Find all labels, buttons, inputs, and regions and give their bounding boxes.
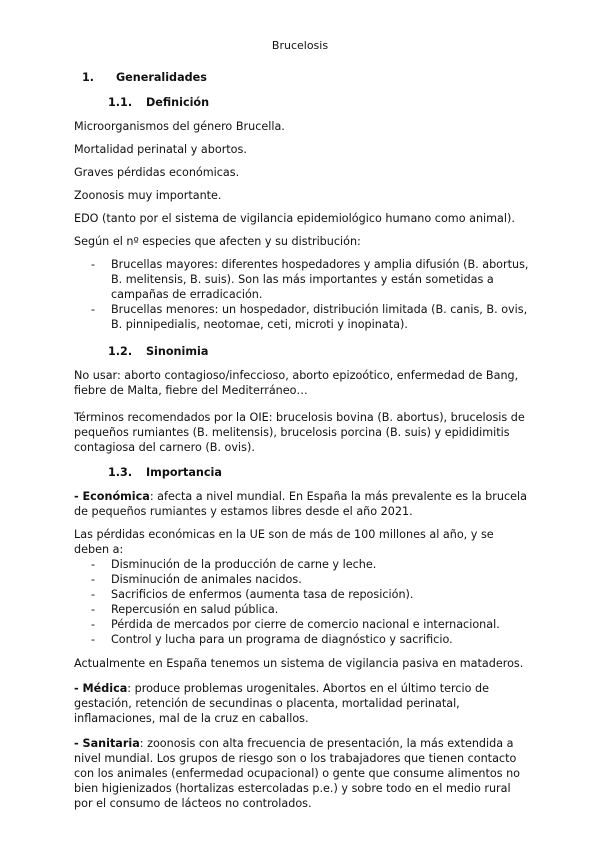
paragraph: Microorganismos del género Brucella. xyxy=(74,120,285,133)
paragraph-medica: - Médica: produce problemas urogenitales. Abortos en el último tercio de gestación, retención de secundinas o placenta, mortalidad perinatal, inflamaciones, mal de la cruz en caballos. xyxy=(74,682,490,725)
bold-label: - Económica xyxy=(74,490,150,503)
list-item: - Control y lucha para un programa de diagnóstico y sacrificio. xyxy=(91,633,453,646)
paragraph-sanitaria: - Sanitaria: zoonosis con alta frecuencia de presentación, la más extendida a nivel mundial. Los grupos de riesgo son o los trabajadores que tienen contacto con los animales (enfermedad ocupacional) o gente que consume alimentos no bien higienizados (hortalizas estercoladas p.e.) y sobre todo en el medio rural por el consumo de lácteos no controlados. xyxy=(74,737,521,810)
paragraph: No usar: aborto contagioso/infeccioso, aborto epizoótico, enfermedad de Bang, fiebre de Malta, fiebre del Mediterráneo… xyxy=(74,369,519,397)
subsection-heading-definicion xyxy=(74,95,529,110)
document-body xyxy=(74,70,529,819)
paragraph: Términos recomendados por la OIE: brucelosis bovina (B. abortus), brucelosis de pequeños rumiantes (B. melitensis), brucelosis porcina (B. suis) y epididimitis contagiosa del carnero (B. ovis). xyxy=(74,411,525,454)
subsection-heading-sinonimia xyxy=(74,344,529,359)
list-item: - Disminución de animales nacidos. xyxy=(91,573,302,586)
subsection-heading-importancia xyxy=(74,465,529,480)
paragraph: Según el nº especies que afecten y su distribución: xyxy=(74,235,361,248)
paragraph: Actualmente en España tenemos un sistema de vigilancia pasiva en mataderos. xyxy=(74,657,524,670)
bullet-list xyxy=(74,257,529,332)
subsection-number: 1.2. xyxy=(108,345,133,358)
subsection-title: Definición xyxy=(146,96,210,109)
bullet-list xyxy=(74,557,529,647)
subsection-number: 1.3. xyxy=(108,466,133,479)
subsection-title: Importancia xyxy=(146,466,222,479)
section-heading-1 xyxy=(74,70,529,85)
section-number: 1. xyxy=(82,71,95,84)
subsection-number: 1.1. xyxy=(108,96,133,109)
paragraph: EDO (tanto por el sistema de vigilancia epidemiológico humano como animal). xyxy=(74,212,515,225)
paragraph: Mortalidad perinatal y abortos. xyxy=(74,143,247,156)
page-header: Brucelosis xyxy=(271,39,329,52)
paragraph: Graves pérdidas económicas. xyxy=(74,166,240,179)
list-item: - Brucellas mayores: diferentes hospedadores y amplia difusión (B. abortus, B. melitensis, B. suis). Son las más importantes y están sometidas a campañas de erradicación. xyxy=(91,258,529,301)
paragraph: Zoonosis muy importante. xyxy=(74,189,222,202)
section-title: Generalidades xyxy=(116,71,207,84)
paragraph: Las pérdidas económicas en la UE son de más de 100 millones al año, y se deben a: xyxy=(74,528,494,556)
bold-label: - Médica xyxy=(74,682,128,695)
list-item: - Pérdida de mercados por cierre de comercio nacional e internacional. xyxy=(91,618,500,631)
subsection-title: Sinonimia xyxy=(146,345,209,358)
paragraph-economica: - Económica: afecta a nivel mundial. En España la más prevalente es la brucela de pequeños rumiantes y estamos libres desde el año 2021. xyxy=(74,490,527,518)
list-item: - Brucellas menores: un hospedador, distribución limitada (B. canis, B. ovis, B. pinnipedialis, neotomae, ceti, microti y inopinata). xyxy=(91,303,528,331)
list-item: - Disminución de la producción de carne y leche. xyxy=(91,558,377,571)
list-item: - Repercusión en salud pública. xyxy=(91,603,279,616)
list-item: - Sacrificios de enfermos (aumenta tasa de reposición). xyxy=(91,588,414,601)
bold-label: - Sanitaria xyxy=(74,737,140,750)
